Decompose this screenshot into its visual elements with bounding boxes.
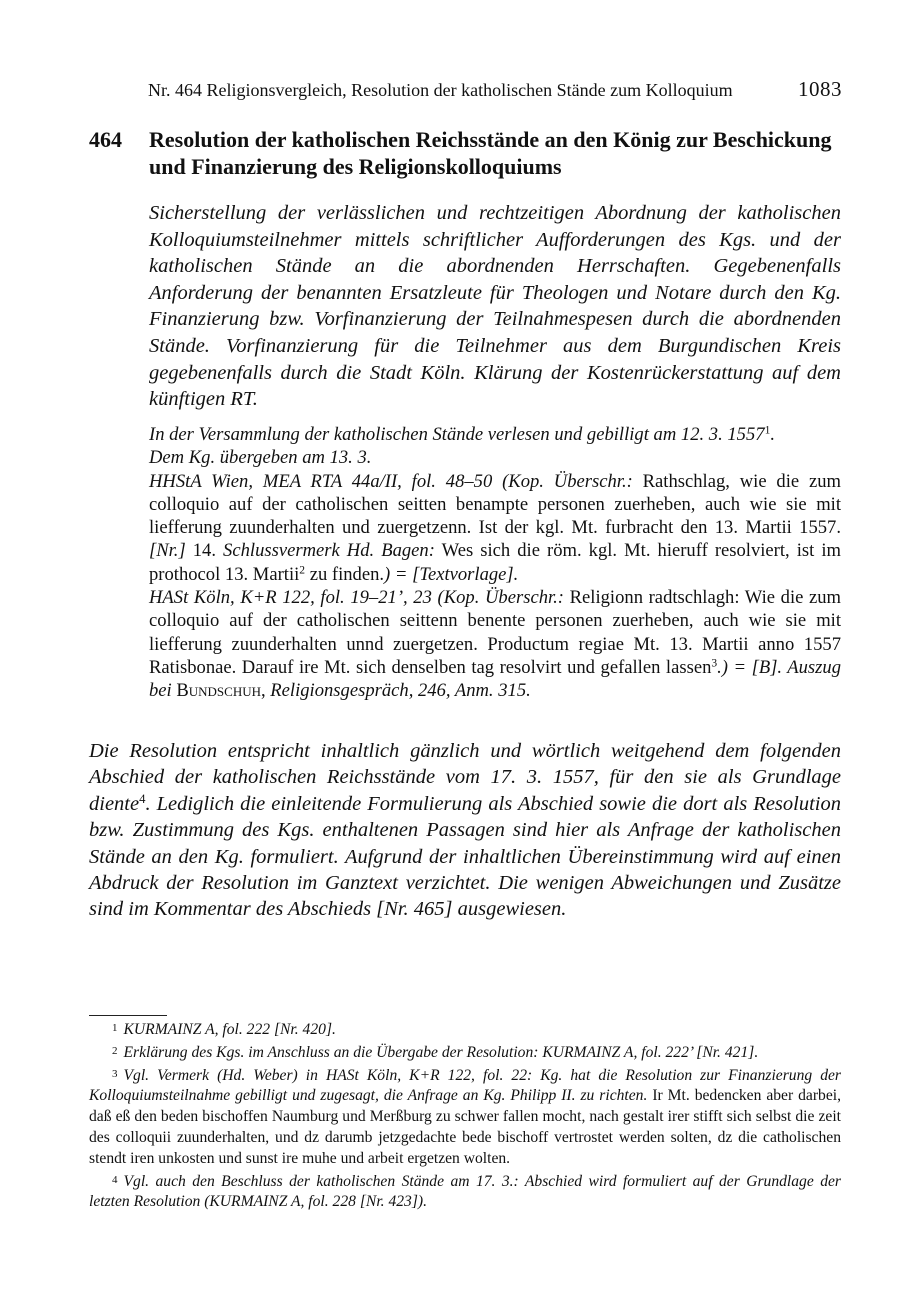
footnote-1: 1 KURMAINZ A, fol. 222 [Nr. 420]. <box>112 1021 336 1038</box>
source-apparatus <box>149 423 841 703</box>
source-entry-cologne: HASt Köln, K+R 122, fol. 19–21’, 23 (Kop. Überschr.: Religionn radtschlagh: Wie die zum colloquio auf der catholischen seittenn benente personen zuerheben, auch wie sie mit liefferung zuunderhalten unnd zuergetzen. Productum regiae Mt. 13. Martii anno 1557 Ratisbonae. Darauf ire Mt. sich denselben tag resolvirt und gefallen lassen$^3$.) = [B]. Auszug bei Bundschuh, Religionsgespräch, 246, Anm. 315. <box>149 587 842 702</box>
source-line-delivery: Dem Kg. übergeben am 13. 3. <box>149 447 372 469</box>
document-number: 464 <box>89 127 122 152</box>
regest-summary: Sicherstellung der verlässlichen und rechtzeitigen Abordnung der katholischen Kolloquiumsteilnehmer mittels schriftlicher Aufforderungen des Kgs. und der katholischen Stände an die abordnenden Herrschaften. Gegebenenfalls Anforderung der benannten Ersatzleute für Theologen und Notare durch den Kg. Finanzierung bzw. Vorfinanzierung der Teilnahmespesen durch die abordnenden Stände. Vorfinanzierung für die Teilnehmer aus dem Burgundischen Kreis gegebenenfalls durch die Stadt Köln. Klärung der Kostenrückerstattung auf dem künftigen RT. <box>149 202 841 411</box>
footnote-3: 3 Vgl. Vermerk (Hd. Weber) in HASt Köln, K+R 122, fol. 22: Kg. hat die Resolution zur Finanzierung der Kolloquiumsteilnahme gebilligt und zugesagt, die Anfrage an Kg. Philipp II. zu richten. Ir Mt. bedencken aber darbei, daß eß den beden bischoffen Naumburg und Merßburg zu schwer fallen mocht, nach gestalt irer stifft sich selbst die zeit des colloquii zuunderhalten, und dz darumb jetzgedachte bede bischoff vertrostet werden solten, dz die catholischen stendt iren unkosten und sunst ire muhe und arbeit ergetzen wolten. <box>89 1066 841 1167</box>
running-header <box>148 77 842 102</box>
source-line-reading: In der Versammlung der katholischen Stände verlesen und gebilligt am 12. 3. 1557$^1$. <box>149 424 775 445</box>
source-entry-vienna: HHStA Wien, MEA RTA 44a/II, fol. 48–50 (Kop. Überschr.: Rathschlag, wie die zum colloquio auf der catholischen seitten benampte personen zuerheben, auch wie sie mit liefferung zuunderhalten und zuergetzenn. Ist der kgl. Mt. furbracht den 13. Martii 1557. [Nr.] 14. Schlussvermerk Hd. Bagen: Wes sich die röm. kgl. Mt. hieruff resolviert, ist im prothocol 13. Martii$^2$ zu finden.) = [Textvorlage]. <box>149 470 841 585</box>
footnote-4: 4 Vgl. auch den Beschluss der katholischen Stände am 17. 3.: Abschied wird formuliert auf der Grundlage der letzten Resolution (KURMAINZ A, fol. 228 [Nr. 423]). <box>89 1172 841 1211</box>
footnote-divider <box>89 1015 167 1016</box>
document-heading <box>89 126 841 180</box>
editorial-commentary: Die Resolution entspricht inhaltlich gänzlich und wörtlich weitgehend dem folgenden Abschied der katholischen Reichsstände vom 17. 3. 1557, für den sie als Grundlage diente$^4$. Lediglich die einleitende Formulierung als Abschied sowie die dort als Resolution bzw. Zustimmung des Kgs. enthaltenen Passagen sind hier als Anfrage der katholischen Stände an den Kg. formuliert. Aufgrund der inhaltlichen Übereinstimmung wird auf einen Abdruck der Resolution im Ganztext verzichtet. Die wenigen Abweichungen und Zusätze sind im Kommentar des Abschieds [Nr. 465] ausgewiesen. <box>89 740 841 921</box>
document-title: Resolution der katholischen Reichsstände an den König zur Beschickung und Finanzierung des Religionskolloquiums <box>149 127 832 179</box>
running-title: Nr. 464 Religionsvergleich, Resolution der katholischen Stände zum Kolloquium <box>148 80 733 100</box>
footnotes <box>89 1018 841 1213</box>
page-number: 1083 <box>798 77 842 101</box>
footnote-2: 2 Erklärung des Kgs. im Anschluss an die Übergabe der Resolution: KURMAINZ A, fol. 222’ [Nr. 421]. <box>112 1043 759 1061</box>
